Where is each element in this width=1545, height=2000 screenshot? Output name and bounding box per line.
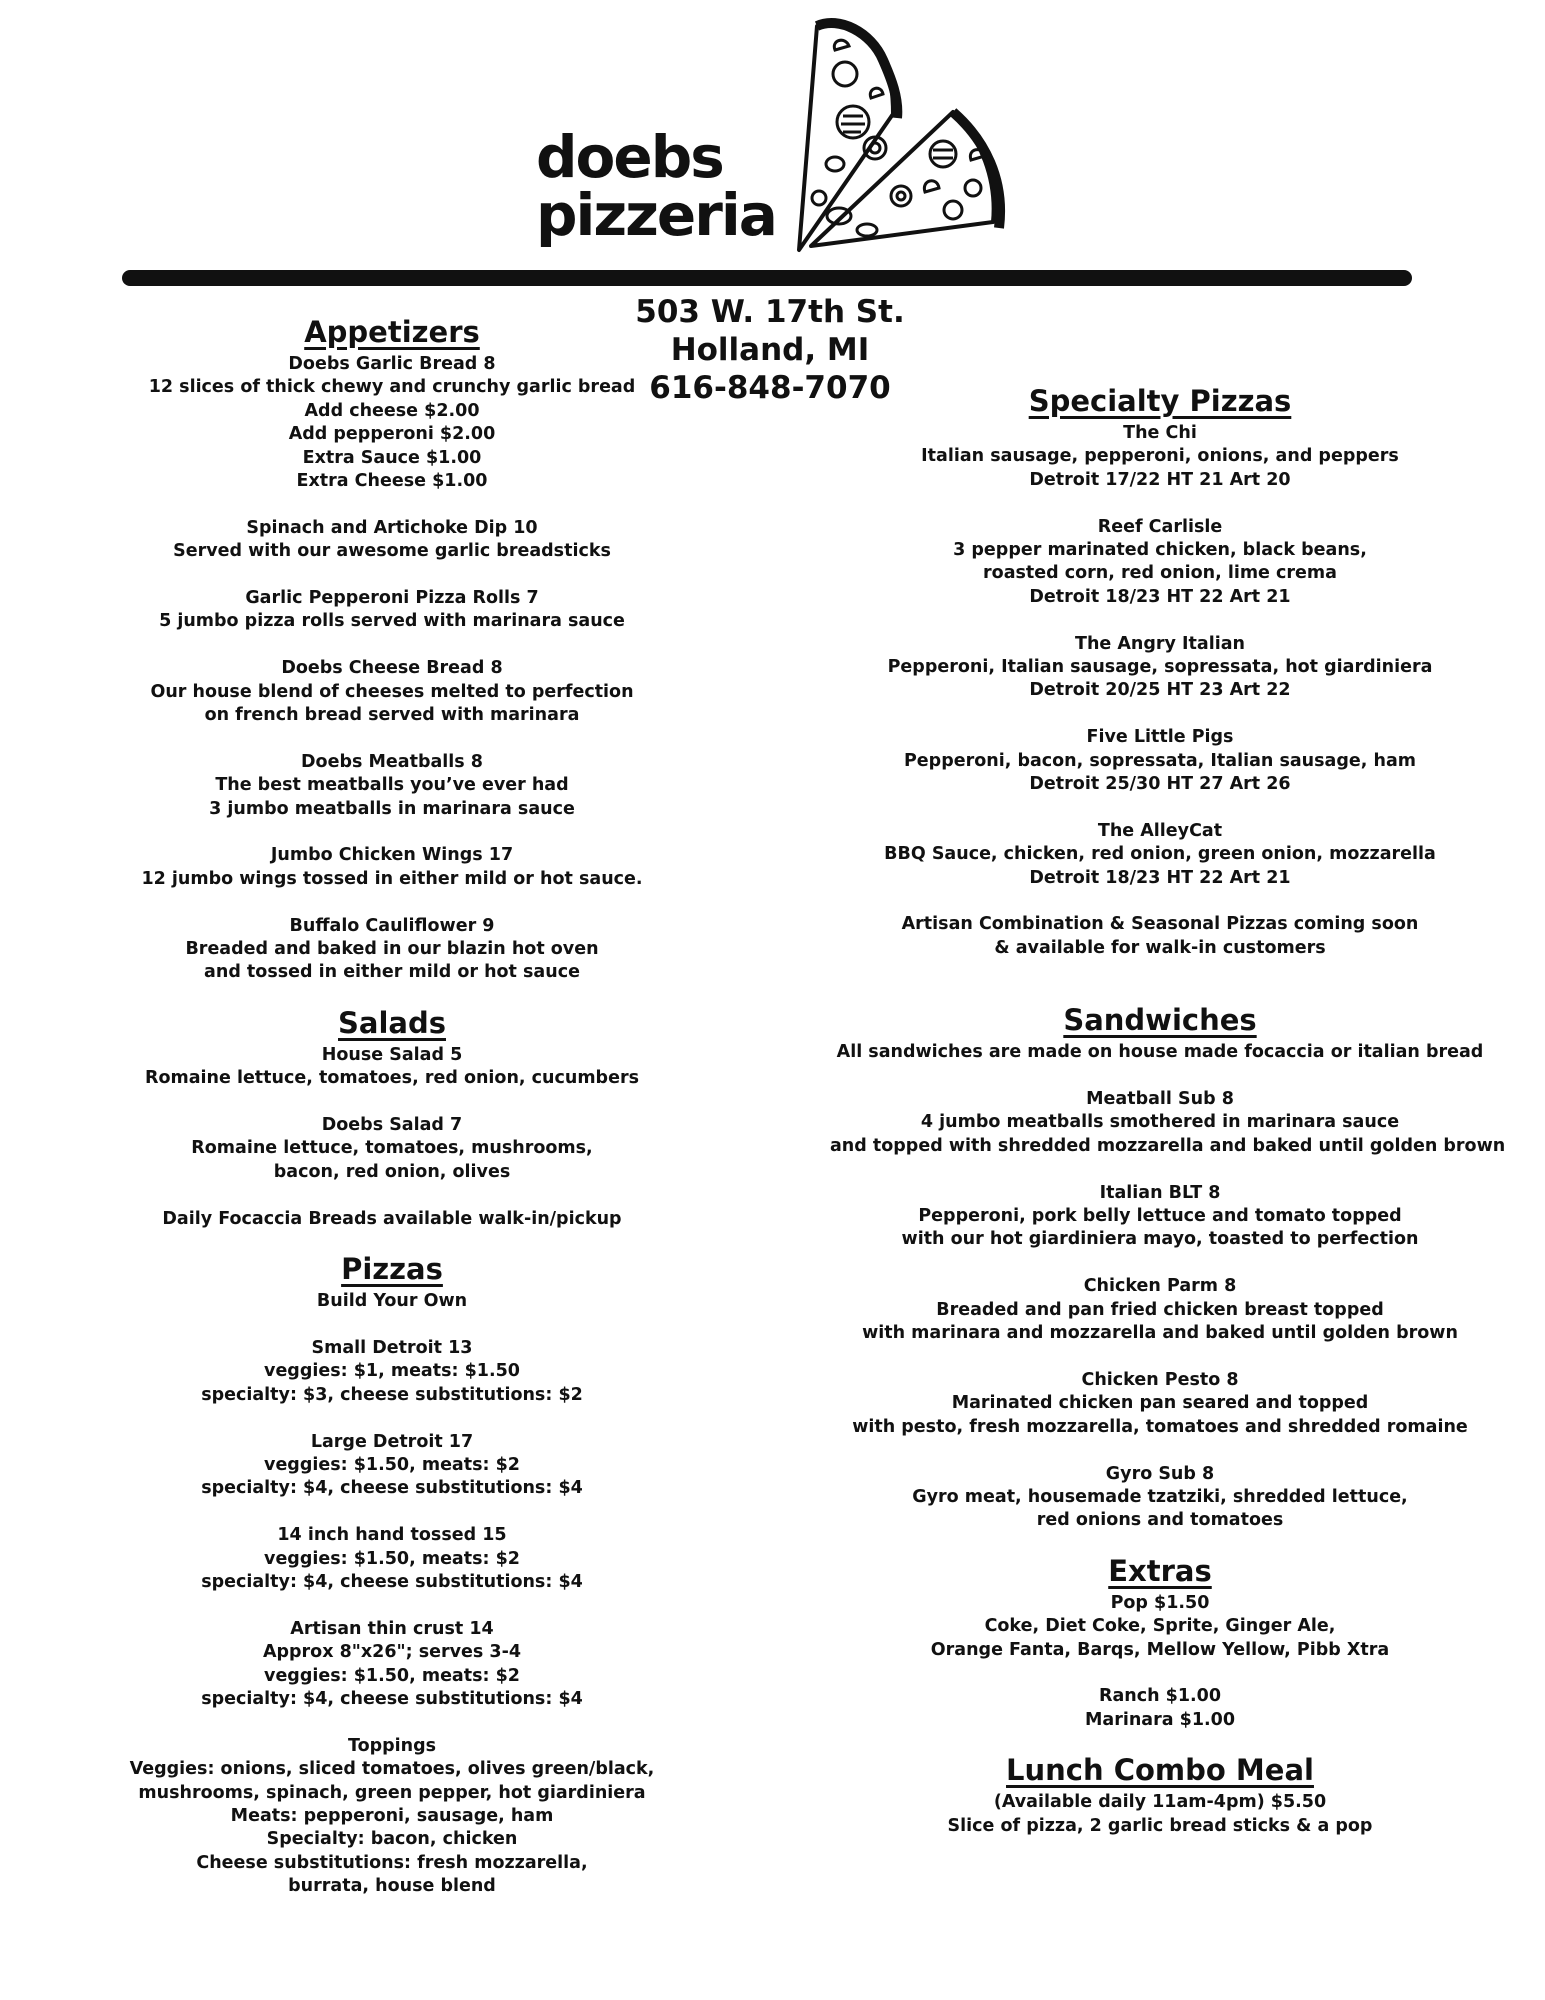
- menu-item: [122, 1290, 662, 1313]
- menu-items: [830, 1592, 1490, 1732]
- menu-item-detail: Romaine lettuce, tomatoes, red onion, cucumbers: [144, 1068, 639, 1089]
- menu-item: [122, 1044, 662, 1091]
- menu-item-detail: bacon, red onion, olives: [273, 1161, 511, 1182]
- menu-item-name: Gyro Sub 8: [1105, 1463, 1215, 1484]
- menu-item: [830, 1592, 1490, 1662]
- menu-item-detail: and tossed in either mild or hot sauce: [204, 962, 580, 983]
- menu-item-detail: Extra Sauce $1.00: [302, 447, 482, 468]
- menu-item-name: Doebs Cheese Bread 8: [281, 658, 503, 679]
- menu-item: [122, 751, 662, 821]
- menu-item-detail: 12 slices of thick chewy and crunchy garlic bread: [148, 377, 636, 398]
- menu-item-detail: Add cheese $2.00: [304, 400, 480, 421]
- menu-item-detail: Detroit 18/23 HT 22 Art 21: [1029, 867, 1291, 888]
- menu-item-detail: specialty: $4, cheese substitutions: $4: [201, 1688, 583, 1709]
- menu-item-name: 14 inch hand tossed 15: [277, 1525, 507, 1546]
- menu-item-detail: Extra Cheese $1.00: [296, 471, 488, 492]
- menu-item-name: Reef Carlisle: [1097, 516, 1223, 537]
- menu-item-detail: 4 jumbo meatballs smothered in marinara sauce: [920, 1112, 1400, 1133]
- menu-item-name: All sandwiches are made on house made focaccia or italian bread: [836, 1042, 1484, 1063]
- menu-item: [830, 1041, 1490, 1064]
- menu-item: [830, 1463, 1490, 1533]
- logo-line-2: pizzeria: [536, 181, 776, 249]
- menu-item-detail: Pepperoni, bacon, sopressata, Italian sausage, ham: [903, 750, 1416, 771]
- menu-item-detail: on french bread served with marinara: [204, 705, 580, 726]
- section-title: Specialty Pizzas: [1028, 384, 1292, 418]
- menu-item-detail: Gyro meat, housemade tzatziki, shredded lettuce,: [912, 1486, 1408, 1507]
- menu-item-name: Small Detroit 13: [311, 1337, 473, 1358]
- section-sandwiches: [830, 1002, 1506, 1532]
- menu-item-detail: Meats: pepperoni, sausage, ham: [230, 1805, 554, 1826]
- menu-item-name: The AlleyCat: [1097, 820, 1223, 841]
- header-divider: [122, 270, 1412, 286]
- menu-items: [122, 1044, 662, 1231]
- menu-item: [830, 820, 1490, 890]
- menu-item-detail: with our hot giardiniera mayo, toasted to perfection: [901, 1229, 1419, 1250]
- menu-item-name: The Angry Italian: [1075, 633, 1245, 654]
- menu-item-name: Doebs Meatballs 8: [301, 751, 483, 772]
- menu-item-detail: and topped with shredded mozzarella and baked until golden brown: [830, 1135, 1506, 1156]
- menu-item-detail: Breaded and baked in our blazin hot oven: [185, 939, 599, 960]
- menu-item-detail: The best meatballs you’ve ever had: [215, 775, 569, 796]
- menu-item: [122, 1114, 662, 1184]
- menu-item: [830, 726, 1490, 796]
- menu-item: [122, 1337, 662, 1407]
- menu-item-detail: Italian sausage, pepperoni, onions, and peppers: [921, 446, 1399, 467]
- menu-item-detail: burrata, house blend: [288, 1876, 496, 1897]
- menu-item: [830, 1369, 1490, 1439]
- menu-item-detail: Detroit 18/23 HT 22 Art 21: [1029, 586, 1291, 607]
- menu-item-name: Build Your Own: [316, 1291, 468, 1312]
- menu-item-detail: Breaded and pan fried chicken breast topped: [936, 1299, 1384, 1320]
- menu-item-detail: Cheese substitutions: fresh mozzarella,: [196, 1852, 588, 1873]
- menu-item-name: Five Little Pigs: [1086, 727, 1234, 748]
- menu-item-detail: Coke, Diet Coke, Sprite, Ginger Ale,: [984, 1616, 1336, 1637]
- menu-item-name: Artisan thin crust 14: [290, 1618, 494, 1639]
- menu-item-detail: 3 pepper marinated chicken, black beans,: [953, 540, 1367, 561]
- menu-item-detail: specialty: $4, cheese substitutions: $4: [201, 1478, 583, 1499]
- menu-item-detail: specialty: $3, cheese substitutions: $2: [201, 1384, 583, 1405]
- menu-item-name: Artisan Combination & Seasonal Pizzas coming soon: [901, 914, 1419, 935]
- menu-item-detail: roasted corn, red onion, lime crema: [983, 563, 1337, 584]
- menu-item-name: Daily Focaccia Breads available walk-in/pickup: [162, 1208, 622, 1229]
- menu-item-detail: veggies: $1, meats: $1.50: [264, 1361, 520, 1382]
- menu-item-name: Chicken Parm 8: [1083, 1276, 1237, 1297]
- menu-item-detail: veggies: $1.50, meats: $2: [264, 1665, 520, 1686]
- menu-item-detail: Veggies: onions, sliced tomatoes, olives green/black,: [129, 1759, 655, 1780]
- menu-item: [830, 633, 1490, 703]
- phone-number: 616-848-7070: [649, 370, 891, 406]
- menu-item-name: Toppings: [347, 1735, 437, 1756]
- section-title: Salads: [338, 1005, 446, 1040]
- menu-item-detail: Pepperoni, Italian sausage, sopressata, hot giardiniera: [887, 657, 1433, 678]
- menu-item: [122, 1735, 662, 1899]
- section-title: Sandwiches: [1063, 1003, 1257, 1038]
- menu-item-detail: Romaine lettuce, tomatoes, mushrooms,: [191, 1138, 593, 1159]
- section-specialty-pizzas: [830, 383, 1490, 960]
- menu-item-name: Pop $1.50: [1110, 1592, 1210, 1613]
- menu-item-detail: with pesto, fresh mozzarella, tomatoes and shredded romaine: [852, 1416, 1468, 1437]
- menu-item-detail: 3 jumbo meatballs in marinara sauce: [209, 798, 575, 819]
- menu-item: [122, 1431, 662, 1501]
- menu-item-detail: red onions and tomatoes: [1036, 1510, 1284, 1531]
- menu-items: [122, 353, 662, 985]
- menu-items: [830, 1791, 1490, 1838]
- menu-item: [830, 1275, 1490, 1345]
- menu-items: [122, 1290, 662, 1898]
- logo-wordmark: [536, 123, 776, 249]
- menu-item-detail: Slice of pizza, 2 garlic bread sticks & a pop: [947, 1815, 1373, 1836]
- menu-item-detail: BBQ Sauce, chicken, red onion, green onion, mozzarella: [884, 844, 1436, 865]
- menu-item: [122, 587, 662, 634]
- address-city: Holland, MI: [670, 332, 870, 368]
- menu-item: [830, 1088, 1506, 1158]
- menu-item-name: Large Detroit 17: [310, 1431, 474, 1452]
- menu-item-detail: Detroit 17/22 HT 21 Art 20: [1029, 469, 1291, 490]
- right-column: [830, 383, 1506, 1838]
- section-salads: [122, 1005, 662, 1231]
- section-title: Extras: [1108, 1553, 1212, 1588]
- section-title: Lunch Combo Meal: [1006, 1753, 1314, 1788]
- menu-item-detail: 12 jumbo wings tossed in either mild or hot sauce.: [141, 868, 643, 889]
- menu-item-detail: Orange Fanta, Barqs, Mellow Yellow, Pibb Xtra: [930, 1639, 1390, 1660]
- menu-item-name: Meatball Sub 8: [1086, 1089, 1234, 1110]
- menu-item: [122, 1524, 662, 1594]
- menu-item-detail: Marinated chicken pan seared and topped: [951, 1393, 1369, 1414]
- menu-item-detail: veggies: $1.50, meats: $2: [264, 1454, 520, 1475]
- menu-item: [122, 353, 662, 493]
- section-extras: [830, 1553, 1490, 1732]
- left-column: [122, 314, 662, 1899]
- menu-item-name: Doebs Salad 7: [321, 1115, 463, 1136]
- menu-item: [830, 913, 1490, 960]
- menu-item-detail: with marinara and mozzarella and baked until golden brown: [862, 1323, 1458, 1344]
- menu-item-name: House Salad 5: [321, 1044, 463, 1065]
- menu-item-detail: Approx 8"x26"; serves 3-4: [262, 1642, 522, 1663]
- menu-item: [830, 422, 1490, 492]
- section-lunch-combo: [830, 1752, 1490, 1838]
- menu-items: [830, 422, 1490, 960]
- menu-item-detail: Detroit 25/30 HT 27 Art 26: [1029, 774, 1291, 795]
- menu-item-detail: veggies: $1.50, meats: $2: [264, 1548, 520, 1569]
- menu-item-detail: Add pepperoni $2.00: [288, 424, 496, 445]
- menu-item-detail: Specialty: bacon, chicken: [266, 1829, 518, 1850]
- menu-item-detail: Pepperoni, pork belly lettuce and tomato topped: [918, 1206, 1402, 1227]
- menu-item-detail: specialty: $4, cheese substitutions: $4: [201, 1571, 583, 1592]
- menu-item-detail: Served with our awesome garlic breadsticks: [173, 541, 611, 562]
- menu-item: [830, 1685, 1490, 1732]
- pizza-slices-icon: [775, 14, 1015, 274]
- menu-item: [122, 915, 662, 985]
- section-title: Pizzas: [341, 1252, 443, 1287]
- logo-line-1: doebs: [536, 123, 723, 191]
- menu-item: [122, 844, 662, 891]
- menu-item: [122, 657, 662, 727]
- menu-item-detail: & available for walk-in customers: [994, 937, 1326, 958]
- menu-item-name: Italian BLT 8: [1099, 1182, 1221, 1203]
- address-street: 503 W. 17th St.: [635, 294, 905, 330]
- menu-item-detail: Our house blend of cheeses melted to perfection: [150, 681, 634, 702]
- menu-item-name: Ranch $1.00: [1098, 1686, 1222, 1707]
- menu-item-name: (Available daily 11am-4pm) $5.50: [993, 1792, 1327, 1813]
- menu-item: [830, 1182, 1490, 1252]
- menu-item: [122, 1208, 662, 1231]
- menu-item-detail: 5 jumbo pizza rolls served with marinara sauce: [159, 611, 625, 632]
- menu-item-name: Garlic Pepperoni Pizza Rolls 7: [245, 588, 539, 609]
- menu-item-detail: mushrooms, spinach, green pepper, hot giardiniera: [138, 1782, 646, 1803]
- menu-item-detail: Detroit 20/25 HT 23 Art 22: [1029, 680, 1291, 701]
- menu-items: [830, 1041, 1506, 1532]
- section-pizzas: [122, 1251, 662, 1898]
- menu-item-name: Jumbo Chicken Wings 17: [270, 845, 514, 866]
- menu-item-name: Spinach and Artichoke Dip 10: [246, 517, 538, 538]
- menu-item: [830, 516, 1490, 610]
- menu-item: [122, 1618, 662, 1712]
- menu-item: [122, 517, 662, 564]
- menu-item-name: Buffalo Cauliflower 9: [289, 915, 495, 936]
- menu-item-name: Chicken Pesto 8: [1081, 1369, 1239, 1390]
- menu-item-detail: Marinara $1.00: [1084, 1709, 1235, 1730]
- menu-item-name: Doebs Garlic Bread 8: [288, 354, 496, 374]
- section-title: Appetizers: [304, 315, 480, 349]
- menu-item-name: The Chi: [1123, 423, 1197, 443]
- menu-item: [830, 1791, 1490, 1838]
- section-appetizers: [122, 314, 662, 985]
